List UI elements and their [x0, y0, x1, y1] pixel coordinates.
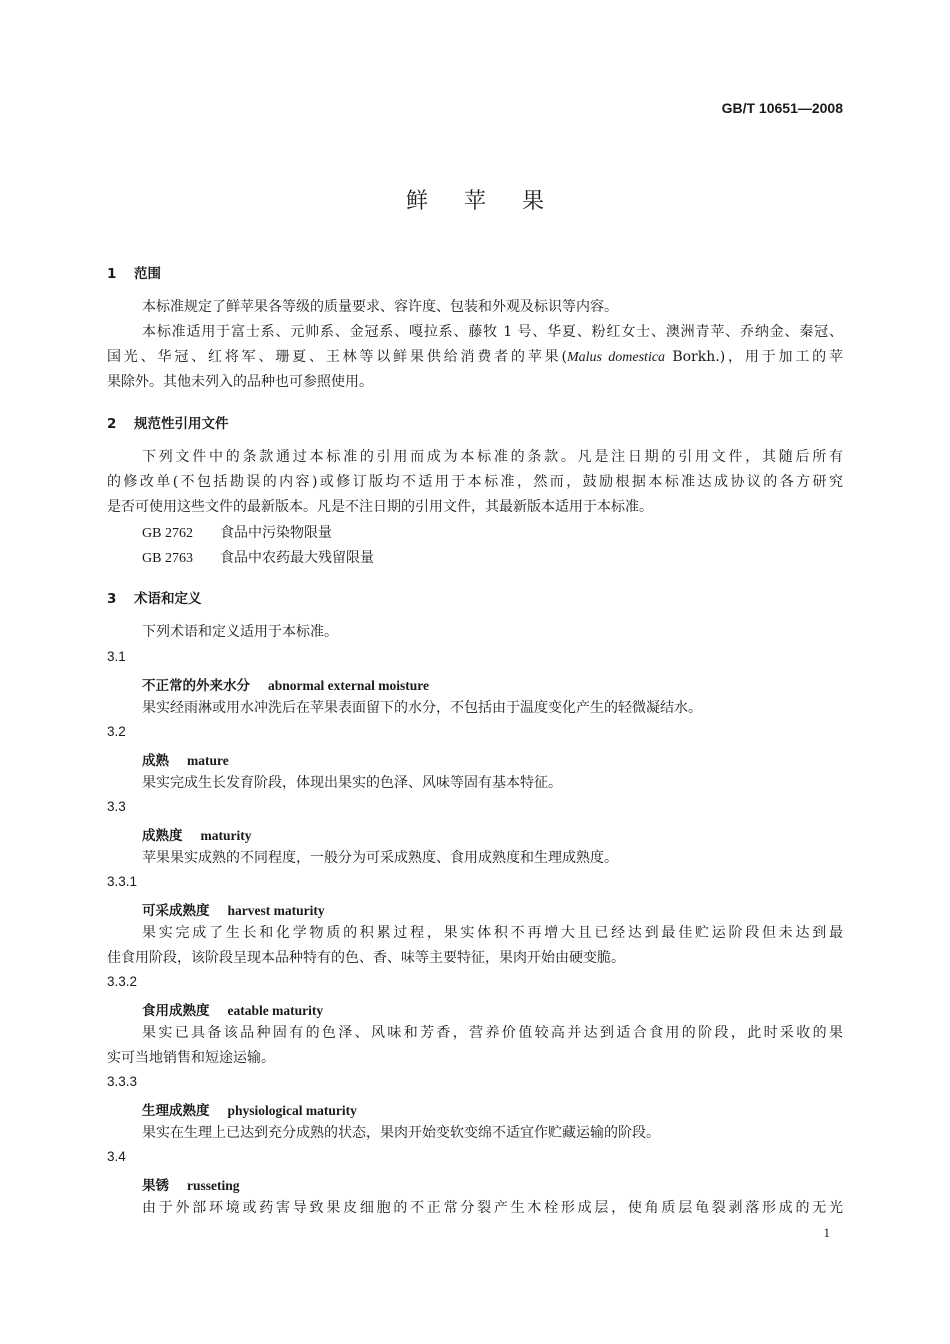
section-heading-scope	[107, 262, 161, 282]
text-line: 佳食用阶段，该阶段呈现本品种特有的色、香、味等主要特征，果肉开始由硬变脆。	[107, 950, 625, 966]
text-line: 下列术语和定义适用于本标准。	[142, 624, 338, 640]
term-english: eatable maturity	[227, 1003, 324, 1018]
text-line: 果实完成生长发育阶段，体现出果实的色泽、风味等固有基本特征。	[142, 775, 562, 791]
section-title: 术语和定义	[134, 591, 202, 607]
section-number: 3	[107, 591, 117, 607]
terms-intro	[107, 620, 843, 645]
reference-item	[142, 547, 374, 567]
term-english: mature	[187, 753, 229, 768]
section-title: 范围	[134, 266, 161, 282]
text-line: 果实经雨淋或用水冲洗后在苹果表面留下的水分，不包括由于温度变化产生的轻微凝结水。	[142, 700, 702, 716]
text-line: 果实在生理上已达到充分成熟的状态，果肉开始变软变绵不适宜作贮藏运输的阶段。	[142, 1125, 660, 1141]
document-number: GB/T 10651—2008	[721, 100, 843, 116]
section-number: 1	[107, 266, 117, 282]
reference-code: GB 2762	[142, 526, 193, 541]
reference-title: 食品中污染物限量	[220, 525, 332, 541]
text-line: 下列文件中的条款通过本标准的引用而成为本标准的条款。凡是注日期的引用文件，其随后所有	[142, 449, 843, 465]
term-definition	[107, 771, 843, 796]
term-chinese: 食用成熟度	[142, 1003, 210, 1019]
text-line: 的修改单(不包括勘误的内容)或修订版均不适用于本标准，然而，鼓励根据本标准达成协议的各方研究	[107, 474, 843, 490]
text-line: 由于外部环境或药害导致果皮细胞的不正常分裂产生木栓形成层，使角质层龟裂剥落形成的无光	[142, 1200, 843, 1216]
reference-code: GB 2763	[142, 551, 193, 566]
section-title: 规范性引用文件	[134, 416, 229, 432]
text-line: 果实已具备该品种固有的色泽、风味和芳香，营养价值较高并达到适合食用的阶段，此时采收的果	[142, 1025, 843, 1041]
term-heading	[142, 824, 252, 844]
term-heading	[142, 1099, 357, 1119]
term-english: physiological maturity	[227, 1103, 357, 1118]
term-definition	[107, 1021, 843, 1071]
clause-number: 3.4	[107, 1149, 126, 1164]
clause-number: 3.3.3	[107, 1074, 138, 1089]
term-english: russeting	[187, 1178, 240, 1193]
term-chinese: 成熟度	[142, 828, 183, 844]
term-chinese: 果锈	[142, 1178, 169, 1194]
term-definition	[107, 1196, 843, 1221]
clause-number: 3.1	[107, 649, 126, 664]
section-number: 2	[107, 416, 117, 432]
clause-number: 3.3.1	[107, 874, 138, 889]
term-heading	[142, 674, 429, 694]
references-paragraph	[107, 445, 843, 520]
text-line: 本标准适用于富士系、元帅系、金冠系、嘎拉系、藤牧 1 号、华夏、粉红女士、澳洲青苹、乔纳金、秦冠、	[142, 324, 843, 340]
text-line: 苹果果实成熟的不同程度，一般分为可采成熟度、食用成熟度和生理成熟度。	[142, 850, 618, 866]
section-heading-terms	[107, 587, 202, 607]
text-line: 果除外。其他未列入的品种也可参照使用。	[107, 374, 373, 390]
term-heading	[142, 749, 229, 769]
text-line: 果实完成了生长和化学物质的积累过程，果实体积不再增大且已经达到最佳贮运阶段但未达到最	[142, 925, 843, 941]
reference-title: 食品中农药最大残留限量	[220, 550, 374, 566]
text-line: 是否可使用这些文件的最新版本。凡是不注日期的引用文件，其最新版本适用于本标准。	[107, 499, 653, 515]
term-english: abnormal external moisture	[268, 678, 429, 693]
page-number: 1	[823, 1225, 830, 1240]
scope-paragraph	[107, 295, 843, 395]
clause-number: 3.3.2	[107, 974, 138, 989]
reference-item	[142, 522, 332, 542]
text-line: 本标准规定了鲜苹果各等级的质量要求、容许度、包装和外观及标识等内容。	[142, 299, 618, 315]
term-definition	[107, 696, 843, 721]
term-english: harvest maturity	[227, 903, 325, 918]
clause-number: 3.2	[107, 724, 126, 739]
term-chinese: 不正常的外来水分	[142, 678, 250, 694]
text-line: 实可当地销售和短途运输。	[107, 1050, 275, 1066]
term-heading	[142, 999, 323, 1019]
term-chinese: 成熟	[142, 753, 169, 769]
section-heading-normative-references	[107, 412, 229, 432]
term-definition	[107, 846, 843, 871]
clause-number: 3.3	[107, 799, 126, 814]
term-chinese: 可采成熟度	[142, 903, 210, 919]
term-definition	[107, 1121, 843, 1146]
term-chinese: 生理成熟度	[142, 1103, 210, 1119]
term-english: maturity	[200, 828, 252, 843]
term-heading	[142, 899, 325, 919]
text-run: Borkh.)，用于加工的苹	[665, 349, 843, 365]
text-line	[107, 345, 843, 370]
term-definition	[107, 921, 843, 971]
term-heading	[142, 1174, 240, 1194]
text-run: 国光、华冠、红将军、珊夏、王林等以鲜果供给消费者的苹果(	[107, 349, 567, 365]
page-title: 鲜苹果	[405, 189, 580, 214]
species-name: Malus domestica	[566, 350, 666, 365]
